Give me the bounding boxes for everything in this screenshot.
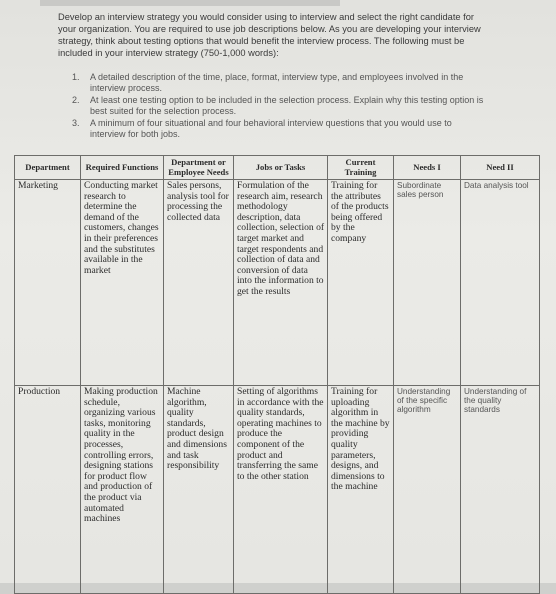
- cell-tasks: Setting of algorithms in accordance with the quality standards, operating machines to produce the component of the product and transferring the same to the other station: [234, 386, 328, 594]
- header-need-2: Need II: [461, 156, 540, 180]
- cell-functions: Making production schedule, organizing various tasks, monitoring quality in the processes, controlling errors, designing stations for product flow and production of the product via automated machines: [81, 386, 164, 594]
- header-employee-needs: Department or Employee Needs: [164, 156, 234, 180]
- cell-need-2: Understanding of the quality standards: [461, 386, 540, 594]
- header-needs-1: Needs I: [394, 156, 461, 180]
- requirement-text: At least one testing option to be included in the selection process. Explain why this testing option is best suited for the selection process.: [90, 95, 484, 116]
- header-required-functions: Required Functions: [81, 156, 164, 180]
- table-row: [15, 180, 540, 386]
- header-department: Department: [15, 156, 81, 180]
- previous-page-edge: [40, 0, 340, 6]
- job-description-table: [14, 155, 540, 594]
- cell-needs: Sales persons, analysis tool for processing the collected data: [164, 180, 234, 386]
- requirement-text: A detailed description of the time, place, format, interview type, and employees involved in the interview process.: [90, 72, 464, 93]
- cell-need-2: Data analysis tool: [461, 180, 540, 386]
- requirements-list: [72, 72, 487, 141]
- header-jobs-tasks: Jobs or Tasks: [234, 156, 328, 180]
- cell-needs: Machine algorithm, quality standards, product design and dimensions and task responsibility: [164, 386, 234, 594]
- cell-department: Production: [15, 386, 81, 594]
- table-row: [15, 386, 540, 594]
- requirement-item: [72, 72, 487, 94]
- cell-functions: Conducting market research to determine the demand of the customers, changes in their preferences and the substitutes available in the market: [81, 180, 164, 386]
- requirement-number: 3.: [72, 118, 80, 128]
- requirement-item: [72, 95, 487, 117]
- cell-training: Training for uploading algorithm in the machine by providing quality parameters, designs, and dimensions to the machine: [328, 386, 394, 594]
- intro-text: Develop an interview strategy you would consider using to interview and select the right candidate for your organization. You are required to use job descriptions below. As you are developing your interview strategy, think about testing options that would benefit the interview process. The following must be included in your interview strategy (750-1,000 words):: [58, 12, 481, 58]
- requirement-number: 2.: [72, 95, 80, 105]
- cell-department: Marketing: [15, 180, 81, 386]
- requirement-number: 1.: [72, 72, 80, 82]
- cell-need-1: Subordinate sales person: [394, 180, 461, 386]
- table-header-row: [15, 156, 540, 180]
- cell-tasks: Formulation of the research aim, research methodology description, data collection, selection of target market and target respondents and collection of data and conversion of data into the information to get the results: [234, 180, 328, 386]
- cell-need-1: Understanding of the specific algorithm: [394, 386, 461, 594]
- cell-training: Training for the attributes of the products being offered by the company: [328, 180, 394, 386]
- instructions-paragraph: [58, 11, 486, 59]
- requirement-item: [72, 118, 487, 140]
- header-current-training: Current Training: [328, 156, 394, 180]
- requirement-text: A minimum of four situational and four behavioral interview questions that you would use to interview for both jobs.: [90, 118, 452, 139]
